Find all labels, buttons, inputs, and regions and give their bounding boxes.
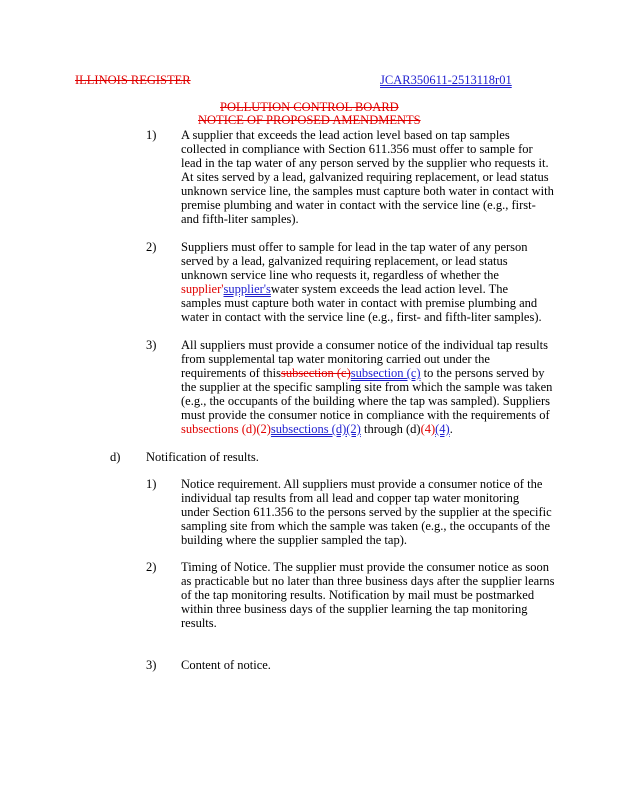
text-line: samples must capture both water in contact with premise plumbing and [181,296,538,310]
inserted-text: supplier's [223,282,271,296]
item-1-number: 1) [146,128,157,142]
text-line: premise plumbing and water in contact with the service line (e.g., first- [181,198,536,212]
notice-title: NOTICE OF PROPOSED AMENDMENTS [198,113,421,127]
section-d-label: d) [110,450,121,464]
text-line: served by a lead, galvanized requiring replacement, or lead status [181,254,508,268]
text-line: results. [181,616,217,630]
deleted-text: subsection (c) [280,366,351,380]
text-segment: requirements of this [181,366,281,380]
d3-number: 3) [146,658,157,672]
text-line: building where the supplier sampled the tap). [181,533,407,547]
deleted-text: subsections (d)(2) [181,422,271,436]
text-segment: water system exceeds the lead action level. The [270,282,509,296]
text-line: water in contact with the service line (e.g., first- and fifth-liter samples). [181,310,542,324]
d1-number: 1) [146,477,157,491]
register-title: ILLINOIS REGISTER [75,73,191,87]
item-3-number: 3) [146,338,157,352]
inserted-text: subsections (d)(2) [270,422,361,436]
text-line: must provide the consumer notice in compliance with the requirements of [181,408,550,422]
text-line: Timing of Notice. The supplier must provide the consumer notice as soon [181,560,550,574]
text-line: within three business days of the supplier learning the tap monitoring [181,602,528,616]
document-id: JCAR350611-2513118r01 [380,73,512,87]
text-segment: to the persons served by [423,366,545,380]
text-segment: through (d) [363,422,421,436]
text-line [181,282,508,296]
item-2-number: 2) [146,240,157,254]
text-line: under Section 611.356 to the persons served by the supplier at the specific [181,505,552,519]
text-line: unknown service line, the samples must capture both water in contact with [181,184,554,198]
text-line: At sites served by a lead, galvanized requiring replacement, or lead status [181,170,549,184]
d2-number: 2) [146,560,157,574]
text-line: as practicable but no later than three business days after the supplier learns [181,574,555,588]
inserted-text: (4) [435,422,450,436]
text-line [181,422,453,436]
text-line: Notice requirement. All suppliers must provide a consumer notice of the [181,477,543,491]
text-line: collected in compliance with Section 611.356 must offer to sample for [181,142,533,156]
text-line: Suppliers must offer to sample for lead in the tap water of any person [181,240,528,254]
text-line: from supplemental tap water monitoring carried out under the [181,352,490,366]
text-line: sampling site from which the sample was taken (e.g., the occupants of the [181,519,550,533]
text-line: All suppliers must provide a consumer notice of the individual tap results [181,338,548,352]
text-segment: . [449,422,453,436]
inserted-text: subsection (c) [350,366,421,380]
text-line: A supplier that exceeds the lead action level based on tap samples [181,128,510,142]
text-line: lead in the tap water of any person served by the supplier who requests it. [181,156,549,170]
text-line: of the tap monitoring results. Notification by mail must be postmarked [181,588,535,602]
board-title: POLLUTION CONTROL BOARD [220,100,399,114]
text-line: and fifth-liter samples). [181,212,299,226]
text-line: individual tap results from all lead and copper tap water monitoring [181,491,520,505]
text-line [181,366,544,380]
deleted-text: supplier' [181,282,224,296]
d3-title: Content of notice. [181,658,271,672]
text-line: unknown service line who requests it, regardless of whether the [181,268,499,282]
section-d-title: Notification of results. [146,450,259,464]
deleted-text: (4) [420,422,436,436]
text-line: (e.g., the occupants of the building where the tap was sampled). Suppliers [181,394,551,408]
text-line: the supplier at the specific sampling site from which the sample was taken [181,380,553,394]
